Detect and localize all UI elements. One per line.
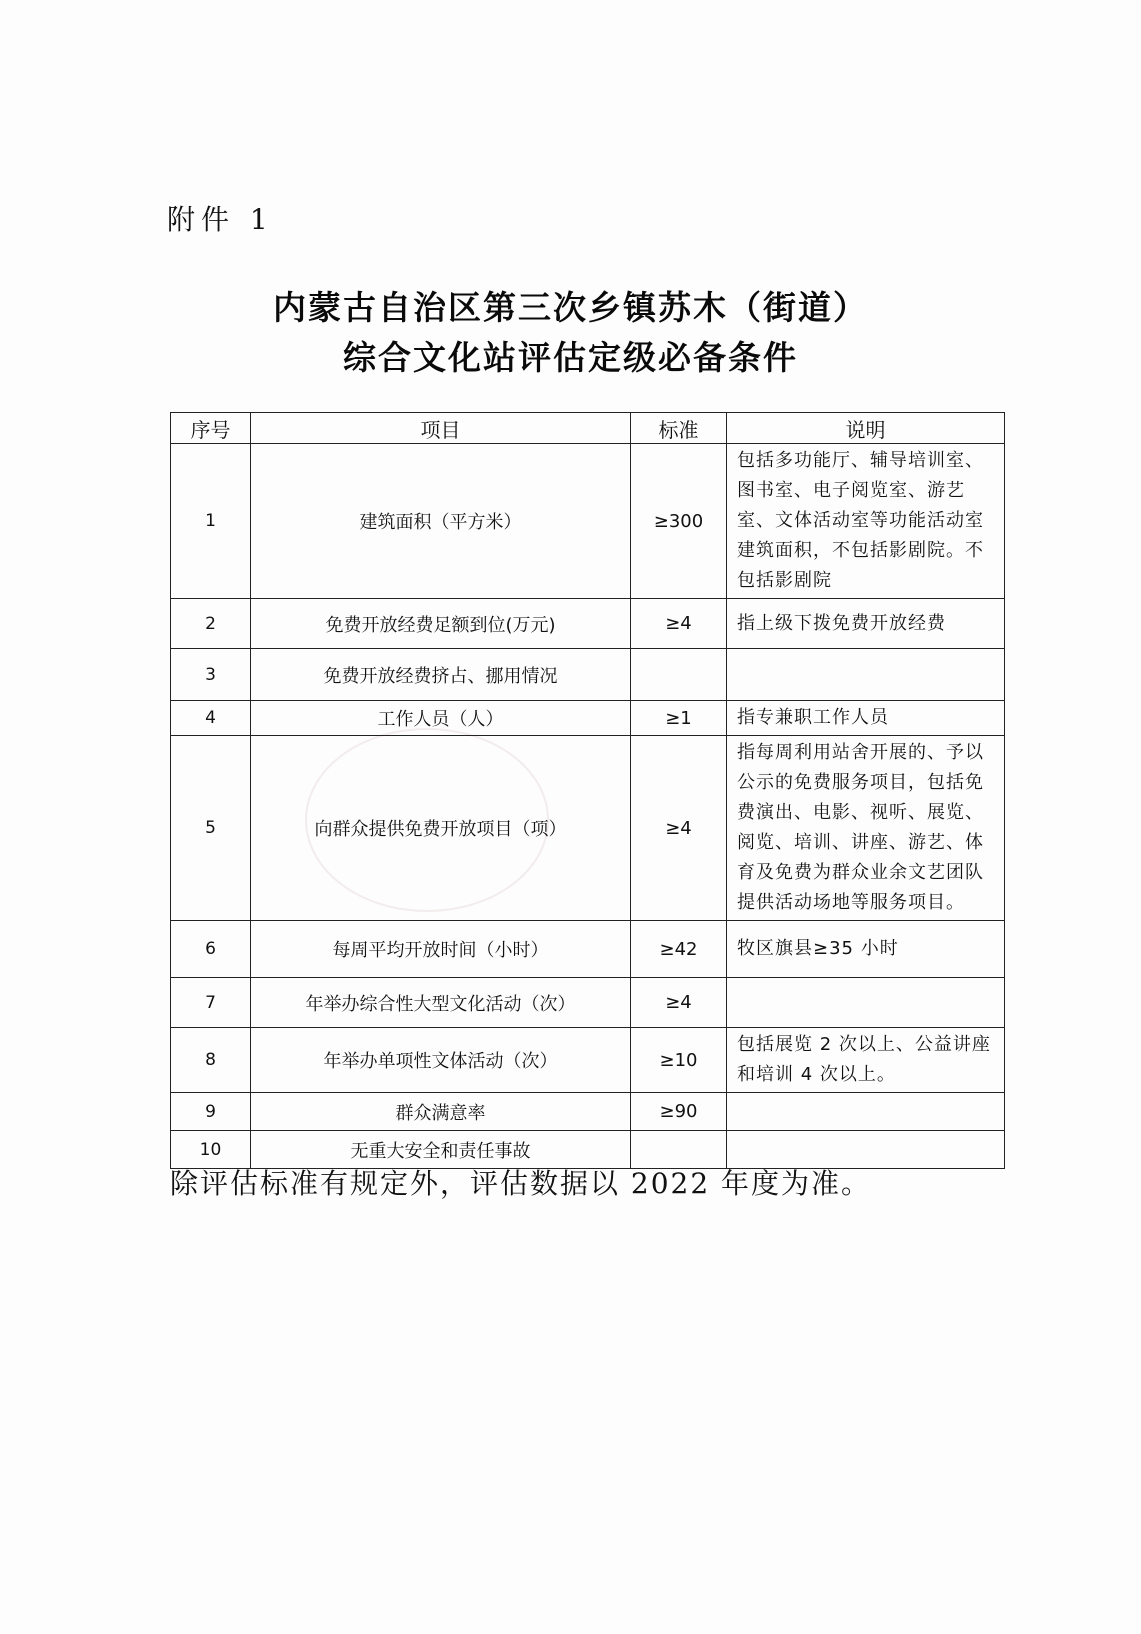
row-standard: ≥4 (631, 978, 727, 1028)
table-row (171, 1093, 1005, 1131)
row-item: 免费开放经费足额到位(万元) (251, 599, 631, 649)
row-note: 指专兼职工作人员 (727, 701, 1005, 736)
table-header-row (171, 413, 1005, 444)
row-num: 6 (171, 921, 251, 978)
row-note (727, 978, 1005, 1028)
row-note (727, 649, 1005, 701)
document-title (0, 283, 1141, 383)
row-num: 9 (171, 1093, 251, 1131)
row-num: 10 (171, 1131, 251, 1169)
table-row (171, 921, 1005, 978)
row-note: 指每周利用站舍开展的、予以公示的免费服务项目，包括免费演出、电影、视听、展览、阅览、培训、讲座、游艺、体育及免费为群众业余文艺团队提供活动场地等服务项目。 (727, 736, 1005, 921)
row-standard: ≥42 (631, 921, 727, 978)
row-item: 无重大安全和责任事故 (251, 1131, 631, 1169)
row-item: 工作人员（人） (251, 701, 631, 736)
row-standard: ≥4 (631, 736, 727, 921)
row-item: 群众满意率 (251, 1093, 631, 1131)
table-row (171, 736, 1005, 921)
row-note: 牧区旗县≥35 小时 (727, 921, 1005, 978)
table-row (171, 599, 1005, 649)
row-num: 3 (171, 649, 251, 701)
row-num: 5 (171, 736, 251, 921)
footnote: 除评估标准有规定外，评估数据以 2022 年度为准。 (170, 1167, 872, 1200)
requirements-table (170, 412, 1005, 1169)
row-num: 8 (171, 1028, 251, 1093)
row-item: 免费开放经费挤占、挪用情况 (251, 649, 631, 701)
row-standard: ≥90 (631, 1093, 727, 1131)
header-item: 项目 (251, 413, 631, 444)
row-item: 年举办单项性文体活动（次） (251, 1028, 631, 1093)
row-item: 年举办综合性大型文化活动（次） (251, 978, 631, 1028)
row-item: 向群众提供免费开放项目（项） (251, 736, 631, 921)
row-num: 4 (171, 701, 251, 736)
row-note: 包括展览 2 次以上、公益讲座和培训 4 次以上。 (727, 1028, 1005, 1093)
table-row (171, 1028, 1005, 1093)
row-standard (631, 649, 727, 701)
row-note (727, 1093, 1005, 1131)
title-line-1: 内蒙古自治区第三次乡镇苏木（街道） (273, 288, 868, 327)
row-num: 7 (171, 978, 251, 1028)
row-note: 包括多功能厅、辅导培训室、图书室、电子阅览室、游艺室、文体活动室等功能活动室建筑面积，不包括影剧院。不包括影剧院 (727, 444, 1005, 599)
attachment-label: 附件 1 (167, 203, 274, 236)
row-num: 2 (171, 599, 251, 649)
row-standard: ≥4 (631, 599, 727, 649)
row-note: 指上级下拨免费开放经费 (727, 599, 1005, 649)
row-standard: ≥10 (631, 1028, 727, 1093)
title-line-2: 综合文化站评估定级必备条件 (343, 338, 798, 377)
row-num: 1 (171, 444, 251, 599)
header-serial: 序号 (171, 413, 251, 444)
header-note: 说明 (727, 413, 1005, 444)
header-standard: 标准 (631, 413, 727, 444)
table-row (171, 978, 1005, 1028)
row-item: 每周平均开放时间（小时） (251, 921, 631, 978)
table-row (171, 701, 1005, 736)
table-row (171, 649, 1005, 701)
row-standard: ≥1 (631, 701, 727, 736)
row-item: 建筑面积（平方米） (251, 444, 631, 599)
table-row (171, 444, 1005, 599)
row-standard: ≥300 (631, 444, 727, 599)
